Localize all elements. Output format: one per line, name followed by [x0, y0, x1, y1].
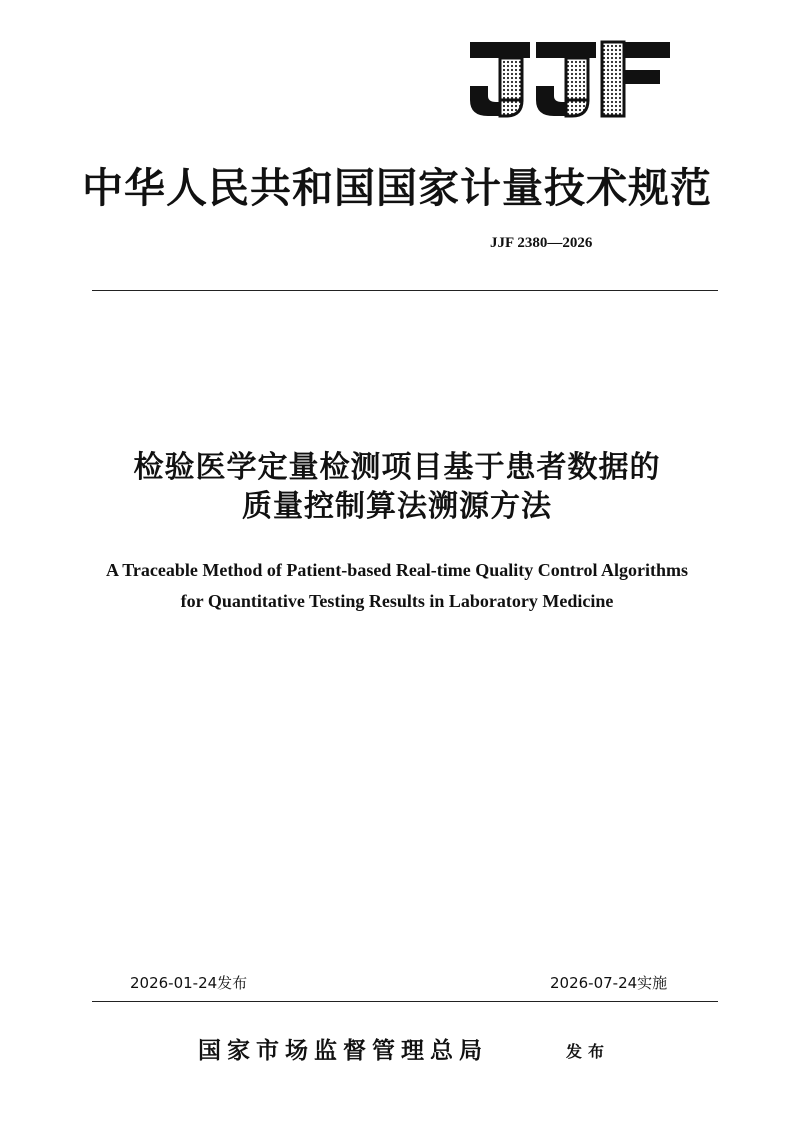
issuer-name: 国家市场监督管理总局	[198, 1038, 488, 1064]
bottom-divider	[92, 1001, 718, 1002]
standard-number: JJF 2380—2026	[490, 235, 593, 251]
logo-letter-f	[602, 42, 670, 116]
top-divider	[92, 290, 718, 291]
english-title-line-1: A Traceable Method of Patient-based Real-time Quality Control Algorithms	[106, 560, 688, 580]
chinese-title-line-1: 检验医学定量检测项目基于患者数据的	[133, 450, 661, 485]
english-title-line-2: for Quantitative Testing Results in Laboratory Medicine	[180, 591, 614, 611]
issue-date: 2026-01-24发布	[130, 974, 248, 992]
chinese-title-line-2: 质量控制算法溯源方法	[242, 489, 552, 524]
organization-title: 中华人民共和国国家计量技术规范	[82, 164, 712, 212]
logo-letter-j2	[536, 42, 596, 116]
implementation-date: 2026-07-24实施	[550, 974, 668, 992]
jjf-logo	[466, 40, 672, 118]
issuer-suffix: 发布	[566, 1042, 611, 1061]
logo-letter-j1	[470, 42, 530, 116]
